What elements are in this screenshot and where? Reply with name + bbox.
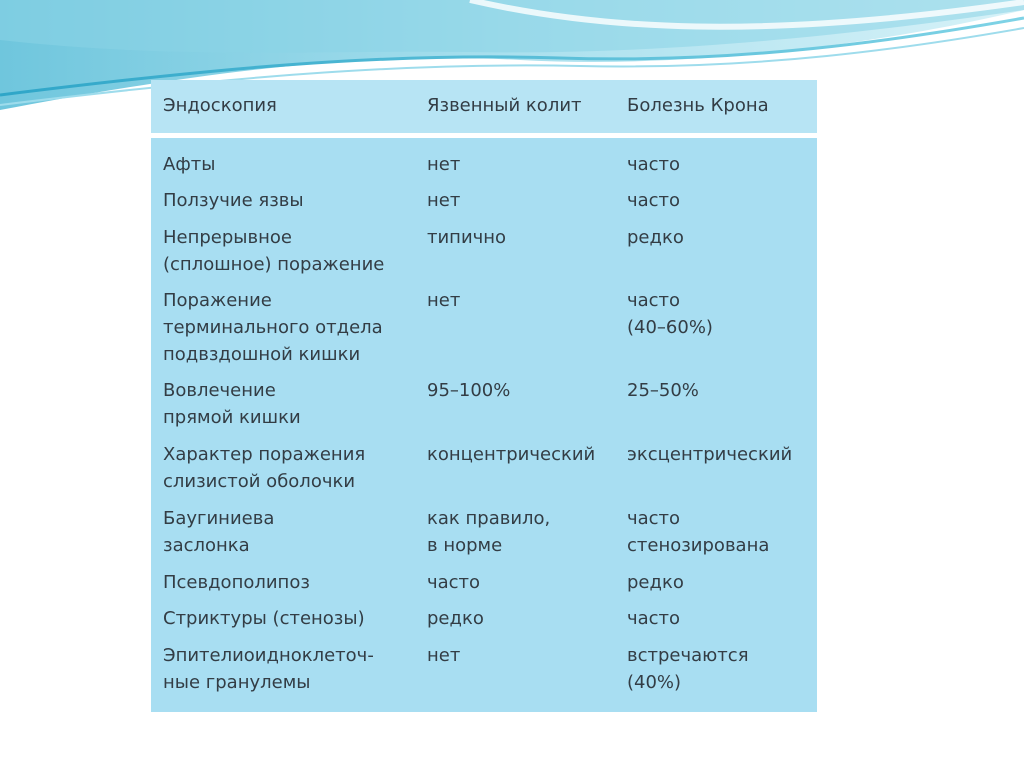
table-header-row [151, 80, 817, 138]
row-crohns-value: часто [627, 154, 681, 175]
header-endoscopy: Эндоскопия [163, 95, 277, 116]
row-label: Эпителиоидноклеточ- ные гранулемы [163, 645, 374, 693]
row-ulcerative-colitis-value: 95–100% [427, 380, 511, 401]
row-label: Стриктуры (стенозы) [163, 608, 365, 629]
row-ulcerative-colitis-value: нет [427, 154, 461, 175]
row-label: Непрерывное (сплошное) поражение [163, 227, 385, 275]
header-ulcerative-colitis: Язвенный колит [427, 95, 582, 116]
row-ulcerative-colitis-value: нет [427, 645, 461, 666]
row-ulcerative-colitis-value: как правило, в норме [427, 508, 551, 556]
row-crohns-value: редко [627, 227, 684, 248]
row-ulcerative-colitis-value: типично [427, 227, 507, 248]
row-ulcerative-colitis-value: концентрический [427, 444, 596, 465]
row-label: Афты [163, 154, 216, 175]
row-label: Вовлечение прямой кишки [163, 380, 301, 428]
row-label: Псевдополипоз [163, 572, 310, 593]
row-label: Поражение терминального отдела подвздошной кишки [163, 290, 383, 365]
row-crohns-value: часто стенозирована [627, 508, 770, 556]
header-crohns-disease: Болезнь Крона [627, 95, 769, 116]
row-ulcerative-colitis-value: редко [427, 608, 484, 629]
row-ulcerative-colitis-value: часто [427, 572, 481, 593]
row-ulcerative-colitis-value: нет [427, 290, 461, 311]
row-crohns-value: редко [627, 572, 684, 593]
comparison-table [151, 80, 817, 712]
row-crohns-value: часто (40–60%) [627, 290, 713, 338]
row-crohns-value: эксцентрический [627, 444, 793, 465]
row-label: Характер поражения слизистой оболочки [163, 444, 366, 492]
row-ulcerative-colitis-value: нет [427, 190, 461, 211]
row-label: Баугиниева заслонка [163, 508, 275, 556]
row-crohns-value: встречаются (40%) [627, 645, 749, 693]
row-crohns-value: часто [627, 608, 681, 629]
row-label: Ползучие язвы [163, 190, 304, 211]
row-crohns-value: 25–50% [627, 380, 699, 401]
row-crohns-value: часто [627, 190, 681, 211]
